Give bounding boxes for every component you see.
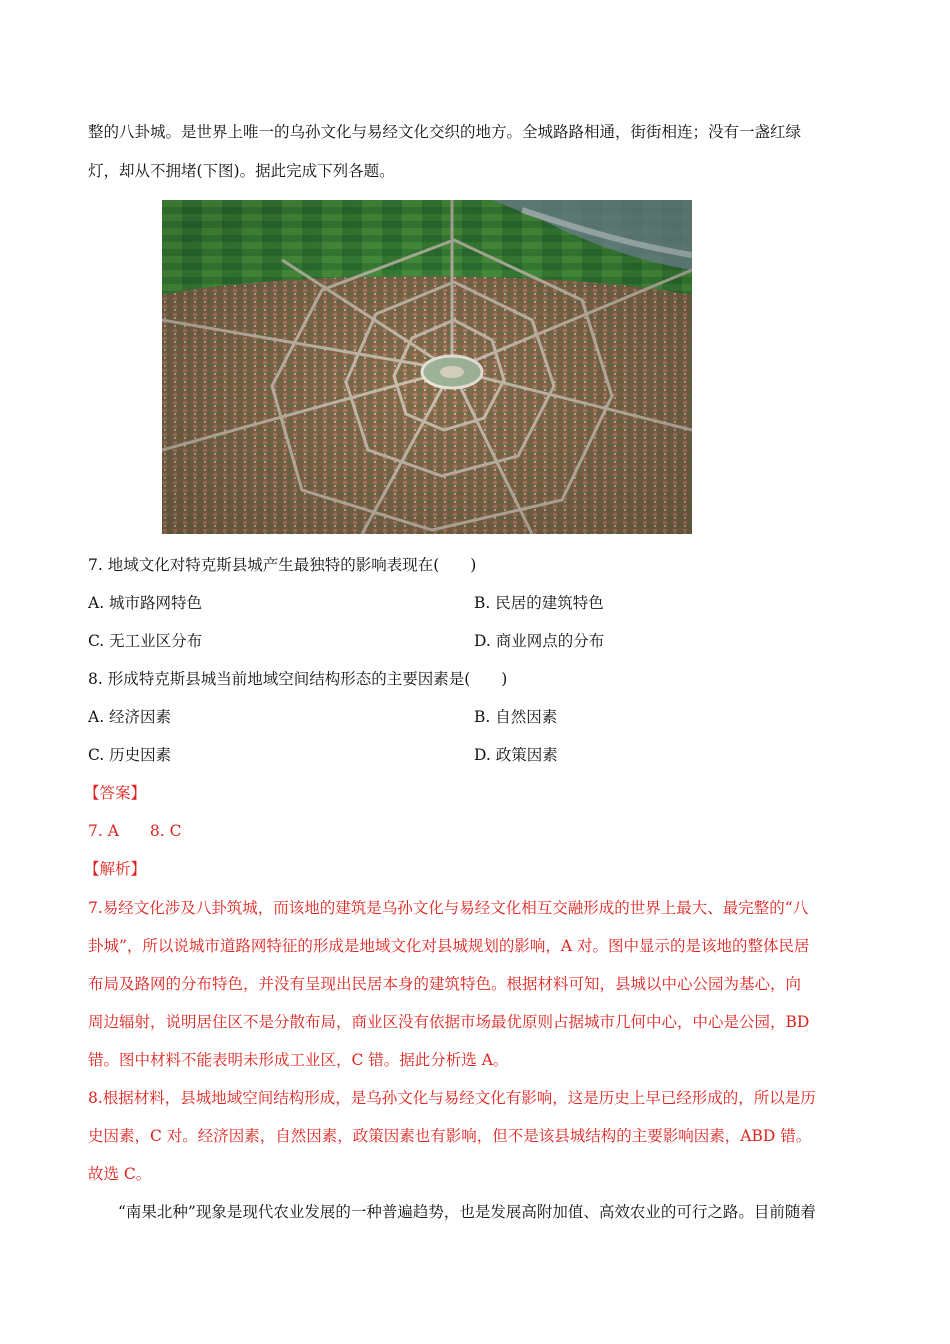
question-8-option-a: A. 经济因素 <box>88 708 172 726</box>
analysis-7-line-5: 错。图中材料不能表明未形成工业区，C 错。据此分析选 A。 <box>88 1051 509 1069</box>
question-7-option-d: D. 商业网点的分布 <box>474 632 605 650</box>
analysis-8-line-2: 史因素，C 对。经济因素，自然因素，政策因素也有影响，但不是该县城结构的主要影响因素，ABD 错。 <box>88 1127 812 1145</box>
analysis-7-line-2: 卦城”，所以说城市道路网特征的形成是地域文化对县城规划的影响，A 对。图中显示的是该地的整体民居 <box>88 937 810 955</box>
question-7-option-c: C. 无工业区分布 <box>88 632 203 650</box>
analysis-7-line-3: 布局及路网的分布特色，并没有呈现出民居本身的建筑特色。根据材料可知，县城以中心公园为基心，向 <box>88 975 802 993</box>
question-8-option-b: B. 自然因素 <box>474 708 558 726</box>
analysis-heading: 【解析】 <box>84 860 147 878</box>
aerial-city-photo <box>162 200 692 534</box>
question-8-stem: 8. 形成特克斯县城当前地域空间结构形态的主要因素是( ) <box>88 670 508 688</box>
question-8-option-d: D. 政策因素 <box>474 746 558 764</box>
question-7-option-b: B. 民居的建筑特色 <box>474 594 604 612</box>
intro-line-2: 灯，却从不拥堵(下图)。据此完成下列各题。 <box>88 162 395 180</box>
question-7-stem: 7. 地域文化对特克斯县城产生最独特的影响表现在( ) <box>88 556 477 574</box>
answer-text: 7. A 8. C <box>88 822 182 840</box>
intro-line-1: 整的八卦城。是世界上唯一的乌孙文化与易经文化交织的地方。全城路路相通，街街相连；没有一盏红绿 <box>88 123 802 141</box>
analysis-8-line-3: 故选 C。 <box>88 1165 152 1183</box>
question-8-option-c: C. 历史因素 <box>88 746 172 764</box>
next-passage-line-1: “南果北种”现象是现代农业发展的一种普遍趋势，也是发展高附加值、高效农业的可行之路。目前随着 <box>118 1203 816 1221</box>
analysis-7-line-4: 周边辐射，说明居住区不是分散布局，商业区没有依据市场最优原则占据城市几何中心，中心是公园，BD <box>88 1013 810 1031</box>
answer-heading: 【答案】 <box>84 784 147 802</box>
question-7-option-a: A. 城市路网特色 <box>88 594 203 612</box>
analysis-8-line-1: 8.根据材料，县城地域空间结构形成，是乌孙文化与易经文化有影响，这是历史上早已经形成的，所以是历 <box>88 1089 816 1107</box>
analysis-7-line-1: 7.易经文化涉及八卦筑城，而该地的建筑是乌孙文化与易经文化相互交融形成的世界上最大、最完整的“八 <box>88 899 809 917</box>
